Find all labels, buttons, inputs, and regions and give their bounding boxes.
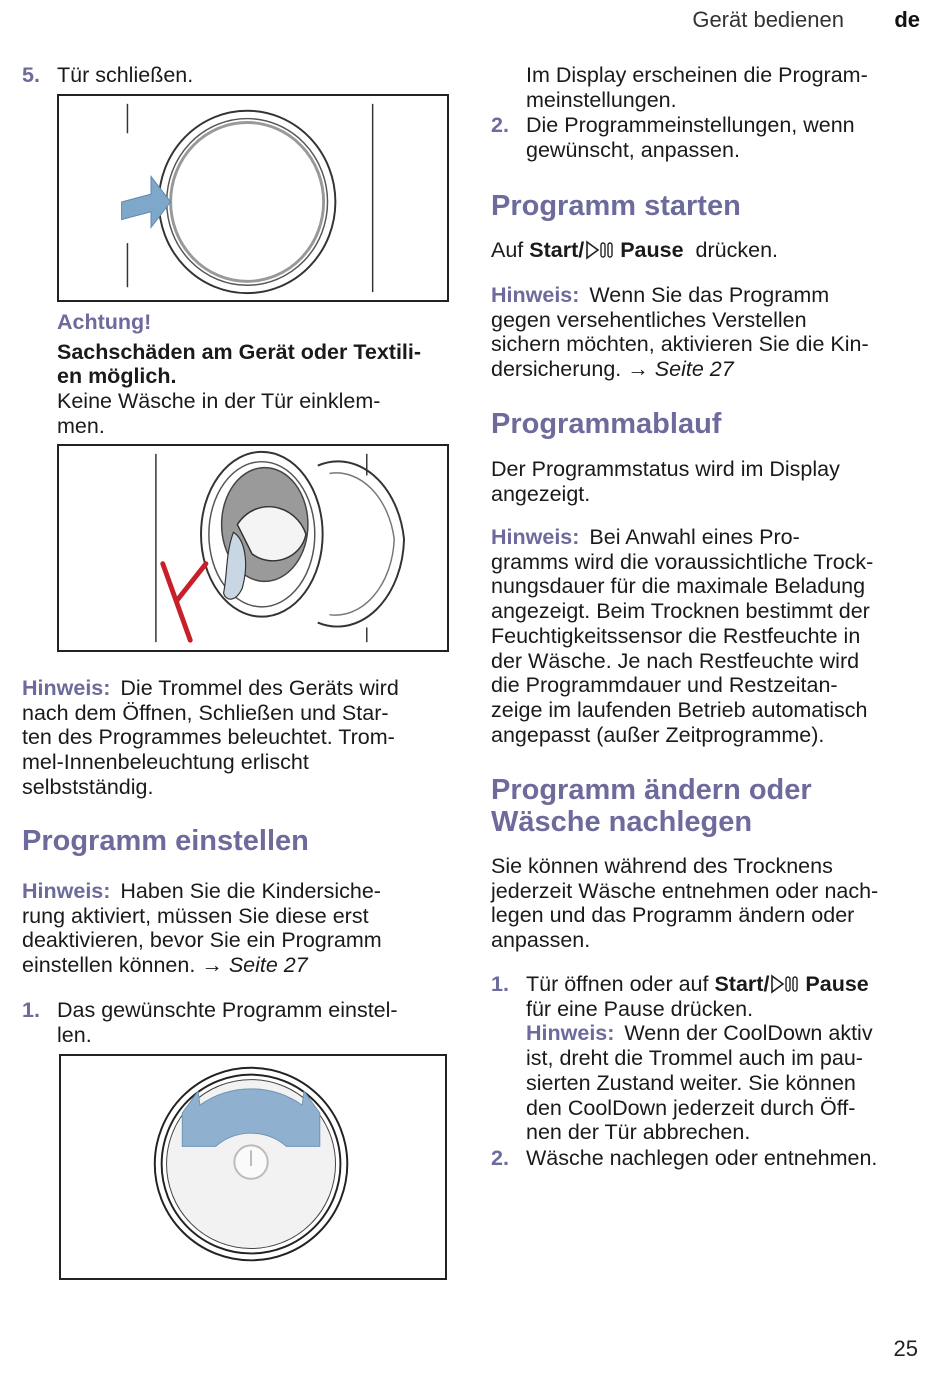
language-code: de	[894, 7, 920, 32]
figure-close-door	[57, 94, 449, 302]
section-programm-aendern	[491, 774, 921, 838]
section-heading: Programm einstellen	[22, 825, 309, 857]
step-text-2: gewünscht, anpassen.	[526, 137, 740, 162]
step-text-1: Die Programmeinstellungen, wenn	[526, 113, 855, 137]
section-heading: Programm starten	[491, 190, 741, 222]
hint-label: Hinweis:	[22, 676, 111, 700]
warning-text-1: Keine Wäsche in der Tür einklem-	[57, 389, 381, 414]
hint-label: Hinweis:	[491, 525, 580, 549]
arrow-right-icon: →	[627, 357, 649, 382]
step-1-continuation	[491, 63, 921, 112]
laundry-in-door-illustration	[59, 446, 447, 650]
hint-text-1: Wenn Sie das Programm	[589, 283, 830, 307]
warning-box	[57, 310, 449, 439]
step-text-2: für eine Pause drücken.	[526, 996, 754, 1021]
start-prefix: Auf	[491, 238, 524, 262]
step-text: Wäsche nachlegen oder entnehmen.	[526, 1146, 878, 1170]
section-programm-starten	[491, 190, 921, 222]
page-reference[interactable]: Seite 27	[228, 953, 308, 978]
page-number: 25	[893, 1336, 918, 1361]
warning-text-2: men.	[57, 413, 105, 438]
section-heading-2: Wäsche nachlegen	[491, 806, 753, 838]
step-2-right-bottom	[491, 1146, 921, 1171]
section-programmablauf	[491, 408, 921, 440]
start-pause-icon	[584, 240, 614, 260]
status-text	[491, 457, 921, 506]
hint-text-3: nungsdauer für die maximale Beladung	[491, 574, 866, 599]
running-header-title: Gerät bedienen	[692, 7, 844, 32]
start-label: Start/	[714, 972, 770, 996]
hint-text-3: deaktivieren, bevor Sie ein Programm	[22, 928, 382, 953]
step-text-1: Das gewünschte Programm einstel-	[57, 998, 398, 1022]
hint-label: Hinweis:	[526, 1021, 615, 1046]
hint-text-3: ten des Programmes beleuchtet. Trom-	[22, 725, 395, 750]
hint-text-1: Die Trommel des Geräts wird	[120, 676, 399, 700]
start-label: Start/	[529, 238, 585, 262]
hint-text-3: sierten Zustand weiter. Sie können	[526, 1070, 856, 1095]
pause-label: Pause	[805, 972, 869, 996]
hint-text-2: ist, dreht die Trommel auch im pau-	[526, 1046, 863, 1071]
hint-text-5: nen der Tür abbrechen.	[526, 1120, 751, 1145]
step-number: 1.	[22, 998, 40, 1022]
warning-title-2: en möglich.	[57, 364, 177, 389]
hint-text-7: die Programmdauer und Restzeitan-	[491, 673, 838, 698]
change-text-4: anpassen.	[491, 928, 591, 953]
hint-text-9: angepasst (außer Zeitprogramme).	[491, 722, 825, 747]
hint-text-2: rung aktiviert, müssen Sie diese erst	[22, 903, 369, 928]
hint-text-2: gramms wird die voraussichtliche Trock-	[491, 549, 874, 574]
hint-text-4: den CoolDown jederzeit durch Öff-	[526, 1095, 856, 1120]
status-text-1: Der Programmstatus wird im Display	[491, 457, 840, 481]
pause-label: Pause	[620, 238, 684, 262]
hint-text-5: Feuchtigkeitssensor die Restfeuchte in	[491, 623, 861, 648]
start-suffix: drücken.	[695, 238, 778, 262]
hint-text-4: einstellen können.	[22, 953, 196, 978]
step-1-left	[22, 998, 447, 1047]
step-2-right	[491, 113, 921, 162]
step-text-2: len.	[57, 1022, 92, 1047]
hint-text-5: selbstständig.	[22, 774, 154, 799]
arrow-right-icon: →	[201, 953, 223, 978]
step-5	[22, 63, 447, 88]
continuation-text-1: Im Display erscheinen die Program-	[526, 63, 868, 87]
change-text-1: Sie können während des Trocknens	[491, 854, 833, 878]
step-text: Tür schließen.	[57, 63, 194, 87]
warning-title-1: Sachschäden am Gerät oder Textili-	[57, 339, 422, 364]
step-1-right	[491, 972, 921, 1145]
step-prefix: Tür öffnen oder auf	[526, 972, 709, 996]
arrow-icon	[122, 176, 171, 227]
hint-child-lock	[22, 879, 447, 978]
hint-drum-light	[22, 676, 447, 800]
step-number: 1.	[491, 972, 509, 996]
change-text	[491, 854, 921, 953]
program-dial-illustration	[61, 1056, 445, 1278]
hint-protect-program	[491, 283, 921, 382]
step-number: 2.	[491, 113, 509, 137]
door-closing-illustration	[59, 96, 447, 300]
section-programm-einstellen	[22, 825, 447, 857]
start-instruction	[491, 238, 921, 263]
change-text-3: legen und das Programm ändern oder	[491, 903, 855, 928]
section-heading: Programmablauf	[491, 408, 722, 440]
hint-label: Hinweis:	[491, 283, 580, 307]
hint-text-4: dersicherung.	[491, 357, 622, 382]
hint-text-6: der Wäsche. Je nach Restfeuchte wird	[491, 648, 860, 673]
figure-laundry-trapped	[57, 444, 449, 652]
hint-text-3: sichern möchten, aktivieren Sie die Kin-	[491, 332, 869, 357]
cross-icon	[177, 564, 206, 601]
figure-program-dial	[59, 1054, 447, 1280]
hint-label: Hinweis:	[22, 879, 111, 903]
hint-text-1: Bei Anwahl eines Pro-	[589, 525, 800, 549]
hint-text-8: zeige im laufenden Betrieb automatisch	[491, 697, 868, 722]
change-text-2: jederzeit Wäsche entnehmen oder nach-	[491, 878, 879, 903]
hint-text-2: nach dem Öffnen, Schließen und Star-	[22, 700, 389, 725]
hint-text-4: mel-Innenbeleuchtung erlischt	[22, 750, 309, 775]
hint-text-4: angezeigt. Beim Trocknen bestimmt der	[491, 599, 870, 624]
start-pause-icon	[769, 974, 799, 994]
hint-text-1: Haben Sie die Kindersiche-	[120, 879, 381, 903]
hint-text-1: Wenn der CoolDown aktiv	[624, 1021, 873, 1046]
warning-label: Achtung!	[57, 310, 152, 334]
page-reference[interactable]: Seite 27	[654, 357, 734, 382]
step-number: 2.	[491, 1146, 509, 1170]
hint-text-2: gegen versehentliches Verstellen	[491, 307, 807, 332]
status-text-2: angezeigt.	[491, 481, 591, 506]
step-number: 5.	[22, 63, 40, 87]
section-heading-1: Programm ändern oder	[491, 774, 812, 806]
hint-drying-duration	[491, 525, 921, 747]
continuation-text-2: meinstellungen.	[526, 87, 677, 112]
